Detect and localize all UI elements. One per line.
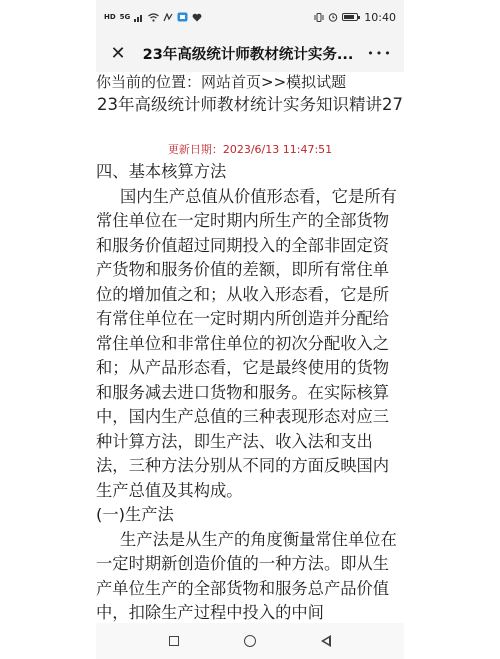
circle-icon — [244, 635, 256, 647]
vibrate-icon — [314, 13, 324, 22]
hd-icon: HD — [104, 12, 116, 21]
breadcrumb-separator: >> — [261, 73, 287, 91]
square-icon — [169, 636, 179, 646]
article-body — [96, 160, 404, 623]
alarm-icon — [328, 12, 338, 22]
wifi-icon — [148, 13, 159, 22]
battery-icon — [342, 13, 358, 21]
back-button[interactable] — [308, 626, 344, 656]
article-paragraph: 国内生产总值从价值形态看，它是所有常住单位在一定时期内所生产的全部货物和服务价值超过同期投入的全部非固定资产货物和服务价值的差额，即所有常住单位的增加值之和；从收入形态看，它是所有常住单位在一定时期内所创造并分配给常住单位和非常住单位的初次分配收入之和；从产品形态看，它是最终使用的货物和服务减去进口货物和服务。在实际核算中，国内生产总值的三种表现形态对应三种计算方法，即生产法、收入法和支出法，三种方法分别从不同的方面反映国内生产总值及其构成。 — [96, 186, 397, 500]
status-time: 10:40 — [364, 10, 396, 24]
navigation-bar — [96, 623, 404, 659]
heart-icon — [192, 13, 202, 22]
nfc-icon — [163, 13, 173, 22]
5g-icon: 5G — [119, 12, 131, 21]
article-paragraph: 生产法是从生产的角度衡量常住单位在一定时期新创造价值的一种方法。即从生产单位生产的全部货物和服务总产品价值中，扣除生产过程中投入的中间 — [96, 529, 397, 622]
app-notification-icon — [177, 12, 188, 22]
update-date — [96, 143, 404, 157]
more-button[interactable] — [366, 41, 394, 65]
close-icon: ✕ — [110, 42, 126, 64]
breadcrumb-prefix: 你当前的位置： — [96, 73, 202, 91]
breadcrumb-category-link[interactable]: 模拟试题 — [286, 73, 347, 91]
status-left-icons — [104, 12, 202, 22]
page-header-title: 23年高级统计师教材统计实务... — [142, 46, 354, 63]
recent-apps-button[interactable] — [156, 626, 192, 656]
web-content[interactable] — [96, 72, 404, 623]
home-button[interactable] — [232, 626, 268, 656]
title-bar — [96, 34, 404, 72]
article-title: 23年高级统计师教材统计实务知识精讲27 — [97, 95, 403, 114]
battery-level — [344, 15, 354, 19]
update-date-value: 2023/6/13 11:47:51 — [222, 143, 333, 156]
close-button[interactable] — [106, 41, 130, 65]
update-date-label: 更新日期： — [167, 143, 223, 156]
breadcrumb — [96, 72, 346, 92]
more-icon: ••• — [367, 46, 393, 60]
breadcrumb-home-link[interactable]: 网站首页 — [201, 73, 262, 91]
section-heading: 四、基本核算方法 — [96, 162, 227, 181]
sub-heading: (一)生产法 — [96, 505, 174, 524]
status-right-icons — [314, 11, 396, 24]
status-bar — [96, 0, 404, 34]
phone-screen — [96, 0, 404, 659]
signal-icon — [134, 13, 144, 22]
triangle-back-icon — [321, 635, 331, 647]
